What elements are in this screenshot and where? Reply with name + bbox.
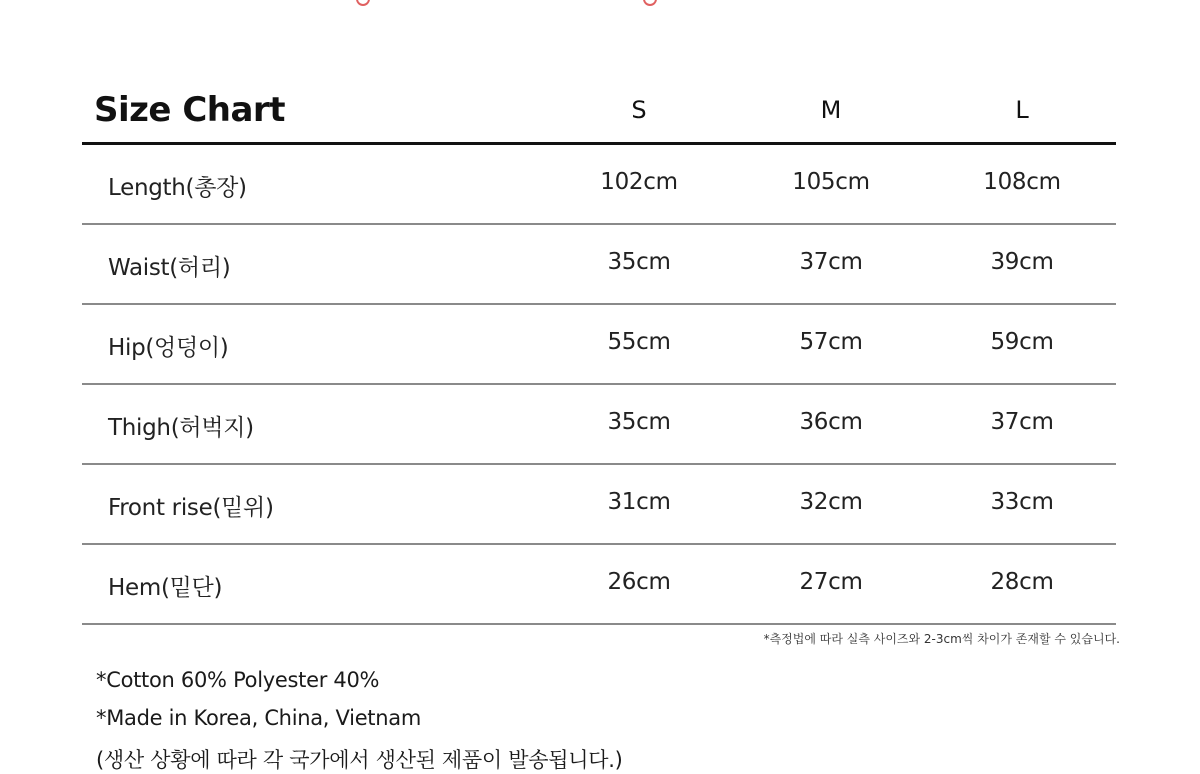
table-cell: 108cm (983, 169, 1061, 195)
table-cell: 33cm (990, 489, 1054, 515)
size-header-m: M (820, 96, 842, 124)
row-label: Front rise(밑위) (108, 495, 274, 521)
ring-icon (356, 0, 370, 6)
table-row (82, 465, 1116, 545)
row-label: Thigh(허벅지) (108, 415, 254, 441)
table-row (82, 545, 1116, 625)
table-row (82, 145, 1116, 225)
table-cell: 102cm (600, 169, 678, 195)
table-cell: 36cm (799, 409, 863, 435)
table-row (82, 385, 1116, 465)
material-info: *Cotton 60% Polyester 40% (96, 668, 380, 692)
table-cell: 32cm (799, 489, 863, 515)
page-title: Size Chart (94, 90, 285, 130)
size-header-s: S (631, 96, 647, 124)
table-row (82, 225, 1116, 305)
table-cell: 31cm (607, 489, 671, 515)
table-cell: 27cm (799, 569, 863, 595)
table-cell: 39cm (990, 249, 1054, 275)
table-cell: 28cm (990, 569, 1054, 595)
table-header (82, 80, 1116, 145)
table-cell: 26cm (607, 569, 671, 595)
table-cell: 35cm (607, 409, 671, 435)
size-chart-table (82, 80, 1116, 625)
top-decoration (0, 0, 1200, 14)
ring-icon (643, 0, 657, 6)
row-label: Waist(허리) (108, 255, 231, 281)
origin-info: *Made in Korea, China, Vietnam (96, 706, 421, 730)
table-cell: 105cm (792, 169, 870, 195)
row-label: Hem(밑단) (108, 575, 223, 601)
table-cell: 57cm (799, 329, 863, 355)
table-cell: 59cm (990, 329, 1054, 355)
table-row (82, 305, 1116, 385)
size-header-l: L (1015, 96, 1029, 124)
table-cell: 55cm (607, 329, 671, 355)
table-cell: 37cm (990, 409, 1054, 435)
measurement-note: *측정법에 따라 실측 사이즈와 2-3cm씩 차이가 존재할 수 있습니다. (763, 632, 1120, 646)
row-label: Length(총장) (108, 175, 247, 201)
row-label: Hip(엉덩이) (108, 335, 229, 361)
table-cell: 35cm (607, 249, 671, 275)
origin-note: (생산 상황에 따라 각 국가에서 생산된 제품이 발송됩니다.) (96, 748, 623, 772)
table-cell: 37cm (799, 249, 863, 275)
